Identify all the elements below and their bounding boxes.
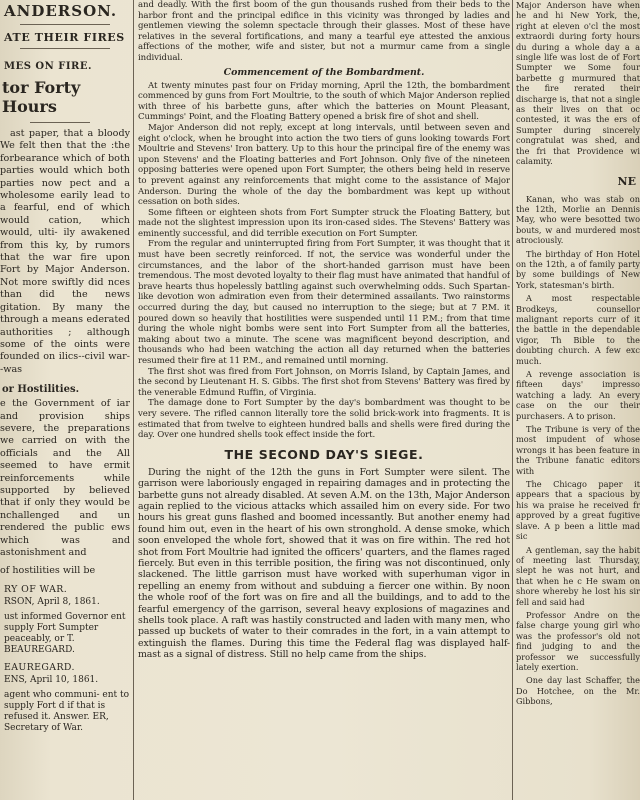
column-rule [512, 0, 513, 800]
article-paragraph: From the regular and uninterrupted firing from Fort Sumpter, it was thought that it must have been secretly reinforced. If not, the service was wonderful under the circumstances, and the labor of the short-handed garrison must have been tremendous. The most devoted loyalty to their flag must have animated that handful of brave hearts thus hopelessly battling against such overwhelming odds. Such Spartan-like devotion won admiration even from their determined assailants. Two rainstorms occurred during the day, but caused no interruption to the siege; but at 7 P.M. it poured down so heavily that hostilities were suspended until 11 P.M.; from that time during the whole night bombs were sent into Fort Sumpter from all the batteries, making about two a minute. The scene was magnificent beyond description, and thousands who had been watching the action all day returned when the batteries resumed their fire at 11 P.M., and remained until morning. [138, 239, 510, 366]
right-paragraph: Professor Andre on the false charge young girl who was the professor's old not find judging to and the professor we successfully lately exertion. [516, 609, 640, 672]
article-paragraph: The damage done to Fort Sumpter by the day's bombardment was thought to be very severe. The rifled cannon literally tore the solid brick-work into fragments. It is estimated that from twelve to eighteen hundred balls and shells were fired during the day. Over one hundred shells took effect inside the fort. [138, 398, 510, 441]
left-section-beauregard: EAUREGARD. [4, 661, 75, 673]
right-paragraph: The Tribune is very of the most impudent of whose wrongs it has been feature in the Tribune fanatic editors with [516, 424, 640, 476]
article-paragraph: The first shot was fired from Fort Johnson, on Morris Island, by Captain James, and the second by Lieutenant H. S. Gibbs. The first shot from Stevens' Battery was fired by the venerable Edmund Ruffin, of Virginia. [138, 366, 510, 398]
middle-column [138, 0, 510, 800]
left-dispatch: agent who communi- ent to supply Fort d if that is refused it. Answer. ER, Secretary of War. [4, 689, 130, 733]
right-paragraph: Major Anderson have when he and hi New York, the, right at eleven o'cl the most extraordi during forty hours du during a whole day a a single life was lost de of Fort Sumpter we Some four barbette g murmured that the fire rerated their discharge is, that not a single as their lives on that oc contested, it was the ers of Sumpter during sincerely congratulat was shed, and the fri that Providence wi calamity. [516, 0, 640, 167]
left-dateline: ENS, April 10, 1861. [4, 674, 99, 685]
left-headline-anderson: ANDERSON. [4, 2, 118, 20]
article-paragraph: During the night of the 12th the guns in Fort Sumpter were silent. The garrison were laboriously engaged in repairing damages and in protecting the barbette guns not already disabled. At seven A.M. on the 13th, Major Anderson again replied to the vicious attacks which assailed him on every side. For two hours his great guns flashed and boomed incessantly. But another enemy had found him out, even in the heart of his own stronghold. A dense smoke, which soon enveloped the whole fort, showed that it was on fire within. The red hot shot from Fort Moultrie had ignited the officers' quarters, and the flames raged fiercely. But even in this terrible position, the firing was not discontinued, only slackened. The little garrison must have worked with superhuman vigor in repelling an enemy from without and subduing a fiercer one within. By noon the whole roof of the fort was on fire and all the buildings, and to add to the fearful emergency of the garrison, several heavy explosions of magazines and shells took place. A raft was hastily constructed and laden with many men, who passed up buckets of water to their comrades in the fort, in a vain attempt to extinguish the flames. During this time the Federal flag was displayed half-mast as a signal of distress. Still no help came from the ships. [138, 466, 510, 661]
left-headline-on-fire: MES ON FIRE. [4, 61, 92, 72]
right-paragraph: A revenge association is fifteen days' impresso watching a lady. An every case on the our their purchasers. A to prison. [516, 369, 640, 421]
headline-second-day: THE SECOND DAY'S SIEGE. [224, 446, 424, 462]
right-paragraph: A most respectable Brodkeys, counsellor malignant reports curr of it the battle in the dependable vigor, Th Bible to the doubting church. A few exc much. [516, 293, 640, 366]
left-section-war: RY OF WAR. [4, 583, 68, 595]
left-headline-fires: ATE THEIR FIRES [4, 31, 125, 44]
right-paragraph: One day last Schaffer, the Do Hotchee, on the Mr. Gibbons, [516, 675, 640, 707]
left-paragraph: ast paper, that a bloody We felt then that the :the forbearance which of both parties would which both parties now pect and a wholesome earily lead to a fearful, end of which would cation, which would, ulti- ily awakened from this ky, by rumors that the war fire upon Fort by Major Anderson. Not more swiftly did nces than did the news gitation. By many the through a means ederated authorities ; although some of the oints were founded on ilics--civil war--was [0, 128, 130, 375]
right-headline-news: NE [617, 174, 636, 188]
divider [20, 24, 110, 25]
article-paragraph: Some fifteen or eighteen shots from Fort Sumpter struck the Floating Battery, but made not the slightest impression upon its iron-cased sides. The Stevens' Battery was eminently successful, and did terrible execution on Fort Sumpter. [138, 207, 510, 239]
left-headline-forty-hours: tor Forty Hours [2, 78, 81, 116]
subhead-commencement: Commencement of the Bombardment. [223, 66, 425, 78]
right-paragraph: The Chicago paper it appears that a spacious by his wa praise he received fr approved by a great fugitive slave. A p been a little mad sic [516, 479, 640, 542]
right-paragraph: Kanan, who was stab on the 12th, Morlie an Dennis May, who were besotted two bouts, w and murdered most atrociously. [516, 193, 640, 246]
divider [20, 48, 110, 49]
column-rule [133, 0, 134, 800]
left-dateline: RSON, April 8, 1861. [4, 596, 100, 607]
divider [30, 122, 90, 123]
article-paragraph: Major Anderson did not reply, except at long intervals, until between seven and eight o'clock, when he brought into action the two tiers of guns looking towards Fort Moultrie and Stevens' Iron battery. Up to this hour the principal fire of the enemy was upon Stevens' and the Floating batteries and Fort Johnson. Only five of the nineteen opposing batteries were opened upon Fort Sumpter, the others being held in reserve to prevent against any reinforcements that might come to the assistance of Major Anderson. During the whole of the day the bombardment was kept up without cessation on both sides. [138, 122, 510, 208]
left-subhead-hostilities: or Hostilities. [2, 384, 80, 396]
article-paragraph: At twenty minutes past four on Friday morning, April the 12th, the bombardment commenced by guns from Fort Moultrie, to the south of which Major Anderson replied with three of his barbette guns, after which the batteries on Mount Pleasant, Cummings' Point, and the Floating Battery opened a brisk fire of shot and shell. [138, 80, 510, 123]
right-column [516, 0, 640, 800]
left-dispatch: ust informed Governor ent supply Fort Sumpter peaceably, or T. BEAUREGARD. [4, 611, 126, 655]
right-paragraph: The birthday of Hon Hotel on the 12th, a of family party by some buildings of New York, statesman's birth. [516, 248, 640, 290]
left-column [0, 0, 130, 800]
left-paragraph: of hostilities will be [0, 565, 96, 577]
left-paragraph: e the Government of iar and provision ships severe, the preparations we carried on with the officials and the All seemed to have ermit reinforcements while supported by believed that if only they would be nchallenged and un rendered the public ews which was and astonishment and [0, 398, 130, 558]
article-paragraph: and deadly. With the first boom of the gun thousands rushed from their beds to the harbor front and the principal edifice in this vicinity was thronged by ladies and gentlemen viewing the solemn spectacle through their glasses. Most of these have relatives in the several fortifications, and many a tearful eye attested the anxious affections of the mother, wife and sister, but not a murmur came from a single individual. [138, 0, 510, 63]
right-paragraph: A gentleman, say the habit of meeting last Thursday, slept he was not hurt, and that when he c He swam on shore whereby he lost his sir fell and said had [516, 544, 640, 607]
